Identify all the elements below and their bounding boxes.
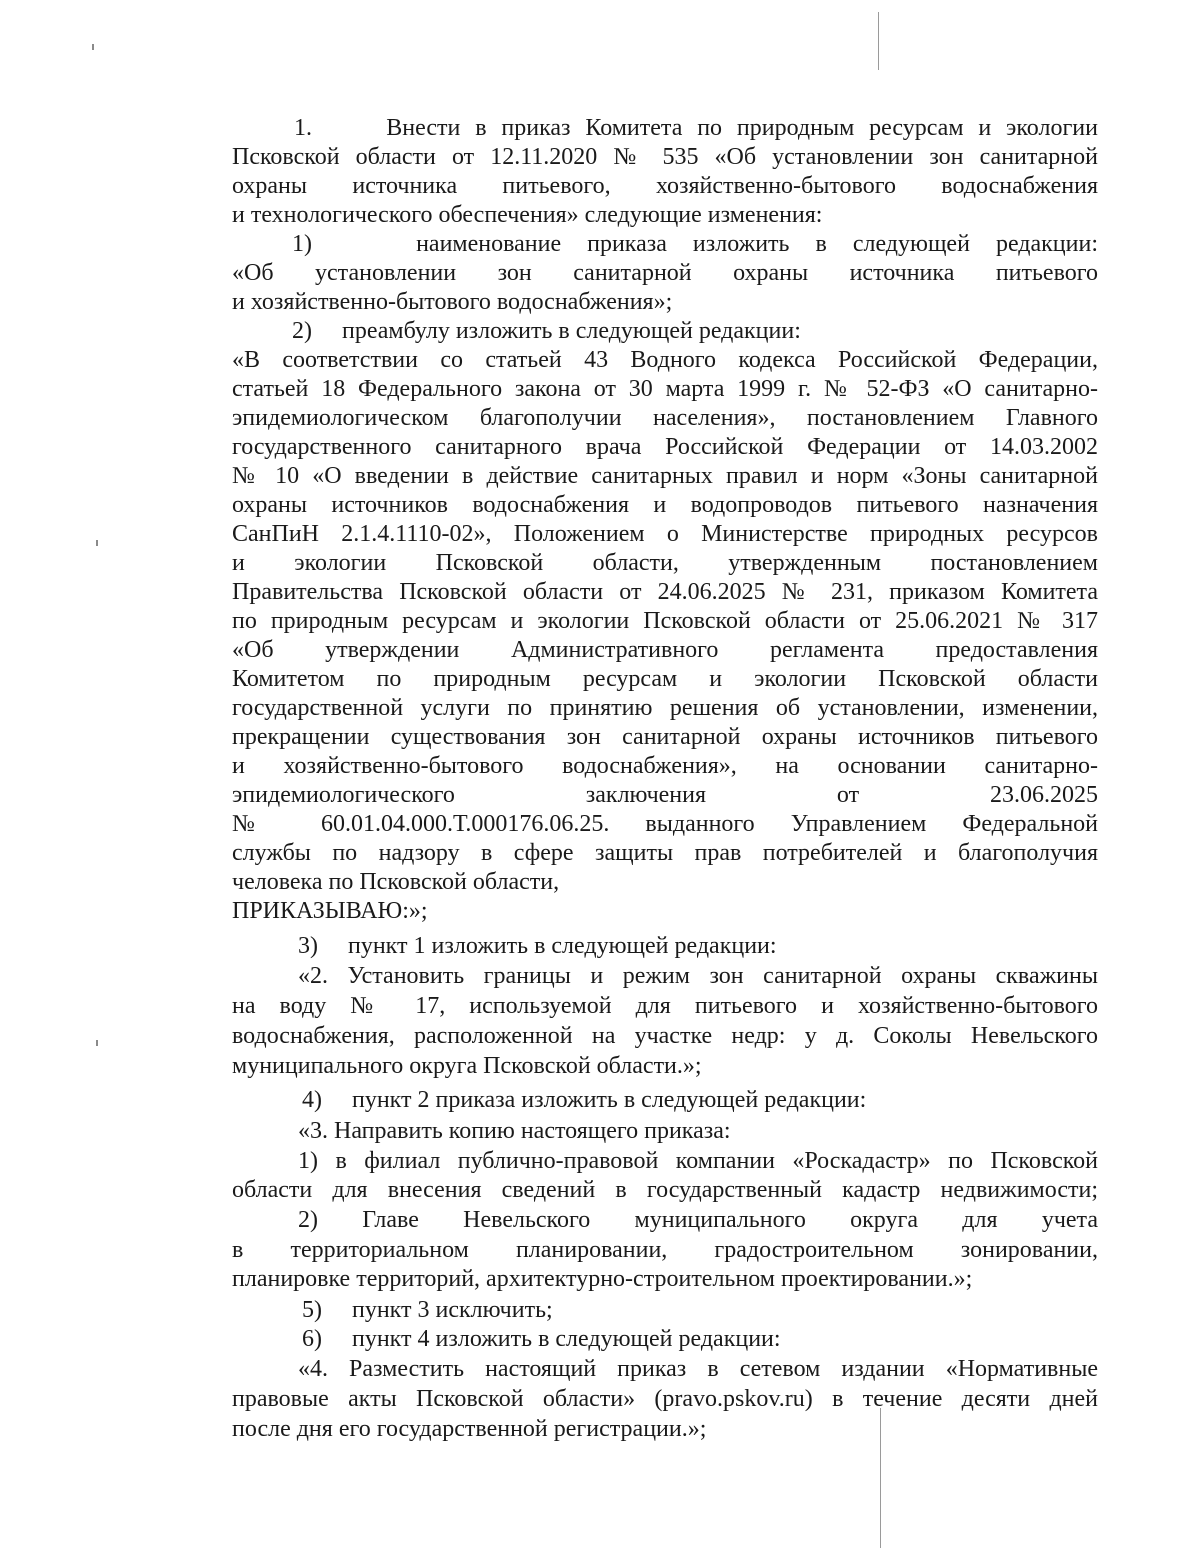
scan-dot: [96, 1040, 98, 1046]
text-line: в территориальном планировании, градостроительном зонировании,: [232, 1237, 1098, 1263]
text-line: правовые акты Псковской области» (pravo.pskov.ru) в течение десяти дней: [232, 1386, 1098, 1412]
text-line: 1. Внести в приказ Комитета по природным ресурсам и экологии: [294, 115, 1098, 141]
text-line: 1) наименование приказа изложить в следующей редакции:: [292, 231, 1098, 257]
text-line: охраны источника питьевого, хозяйственно-бытового водоснабжения: [232, 173, 1098, 199]
text-line: «3. Направить копию настоящего приказа:: [298, 1118, 731, 1144]
text-line: государственного санитарного врача Российской Федерации от 14.03.2002: [232, 434, 1098, 460]
text-line: водоснабжения, расположенной на участке недр: у д. Соколы Невельского: [232, 1023, 1098, 1049]
text-line: «Об утверждении Административного регламента предоставления: [232, 637, 1098, 663]
text-line: 1) в филиал публично-правовой компании «Роскадастр» по Псковской: [298, 1148, 1098, 1174]
text-line: области для внесения сведений в государственный кадастр недвижимости;: [232, 1177, 1098, 1203]
text-line: и технологического обеспечения» следующие изменения:: [232, 202, 823, 228]
text-line: после дня его государственной регистрации.»;: [232, 1416, 707, 1442]
text-line: ПРИКАЗЫВАЮ:»;: [232, 898, 428, 924]
text-line: «4. Разместить настоящий приказ в сетевом издании «Нормативные: [298, 1356, 1098, 1382]
text-line: 6) пункт 4 изложить в следующей редакции:: [302, 1326, 781, 1352]
text-line: охраны источников водоснабжения и водопроводов питьевого назначения: [232, 492, 1098, 518]
text-line: службы по надзору в сфере защиты прав потребителей и благополучия: [232, 840, 1098, 866]
text-line: и хозяйственно-бытового водоснабжения»;: [232, 289, 673, 315]
text-line: 5) пункт 3 исключить;: [302, 1297, 553, 1323]
scan-dot: [96, 540, 98, 546]
text-line: муниципального округа Псковской области.»;: [232, 1053, 702, 1079]
text-line: и экологии Псковской области, утвержденным постановлением: [232, 550, 1098, 576]
text-line: «Об установлении зон санитарной охраны источника питьевого: [232, 260, 1098, 286]
text-line: 2) Главе Невельского муниципального округа для учета: [298, 1207, 1098, 1233]
text-line: «В соответствии со статьей 43 Водного кодекса Российской Федерации,: [232, 347, 1098, 373]
text-line: статьей 18 Федерального закона от 30 марта 1999 г. № 52-ФЗ «О санитарно-: [232, 376, 1098, 402]
text-line: 2) преамбулу изложить в следующей редакции:: [292, 318, 801, 344]
text-line: № 10 «О введении в действие санитарных правил и норм «Зоны санитарной: [232, 463, 1098, 489]
text-line: эпидемиологическом благополучии населения», постановлением Главного: [232, 405, 1098, 431]
text-line: планировке территорий, архитектурно-строительном проектировании.»;: [232, 1266, 973, 1292]
scan-mark: [878, 12, 879, 70]
text-line: государственной услуги по принятию решения об установлении, изменении,: [232, 695, 1098, 721]
text-line: Псковской области от 12.11.2020 № 535 «Об установлении зон санитарной: [232, 144, 1098, 170]
text-line: человека по Псковской области,: [232, 869, 560, 895]
text-line: Комитетом по природным ресурсам и экологии Псковской области: [232, 666, 1098, 692]
text-line: по природным ресурсам и экологии Псковской области от 25.06.2021 № 317: [232, 608, 1098, 634]
text-line: Правительства Псковской области от 24.06.2025 № 231, приказом Комитета: [232, 579, 1098, 605]
text-line: СанПиН 2.1.4.1110-02», Положением о Министерстве природных ресурсов: [232, 521, 1098, 547]
text-line: № 60.01.04.000.Т.000176.06.25. выданного Управлением Федеральной: [232, 811, 1098, 837]
text-line: 3) пункт 1 изложить в следующей редакции:: [298, 933, 777, 959]
scan-dot: [92, 44, 94, 50]
text-line: на воду № 17, используемой для питьевого и хозяйственно-бытового: [232, 993, 1098, 1019]
text-line: 4) пункт 2 приказа изложить в следующей редакции:: [302, 1087, 867, 1113]
text-line: «2. Установить границы и режим зон санитарной охраны скважины: [298, 963, 1098, 989]
text-line: эпидемиологического заключения от 23.06.2025: [232, 782, 1098, 808]
text-line: и хозяйственно-бытового водоснабжения», на основании санитарно-: [232, 753, 1098, 779]
text-line: прекращении существования зон санитарной охраны источников питьевого: [232, 724, 1098, 750]
